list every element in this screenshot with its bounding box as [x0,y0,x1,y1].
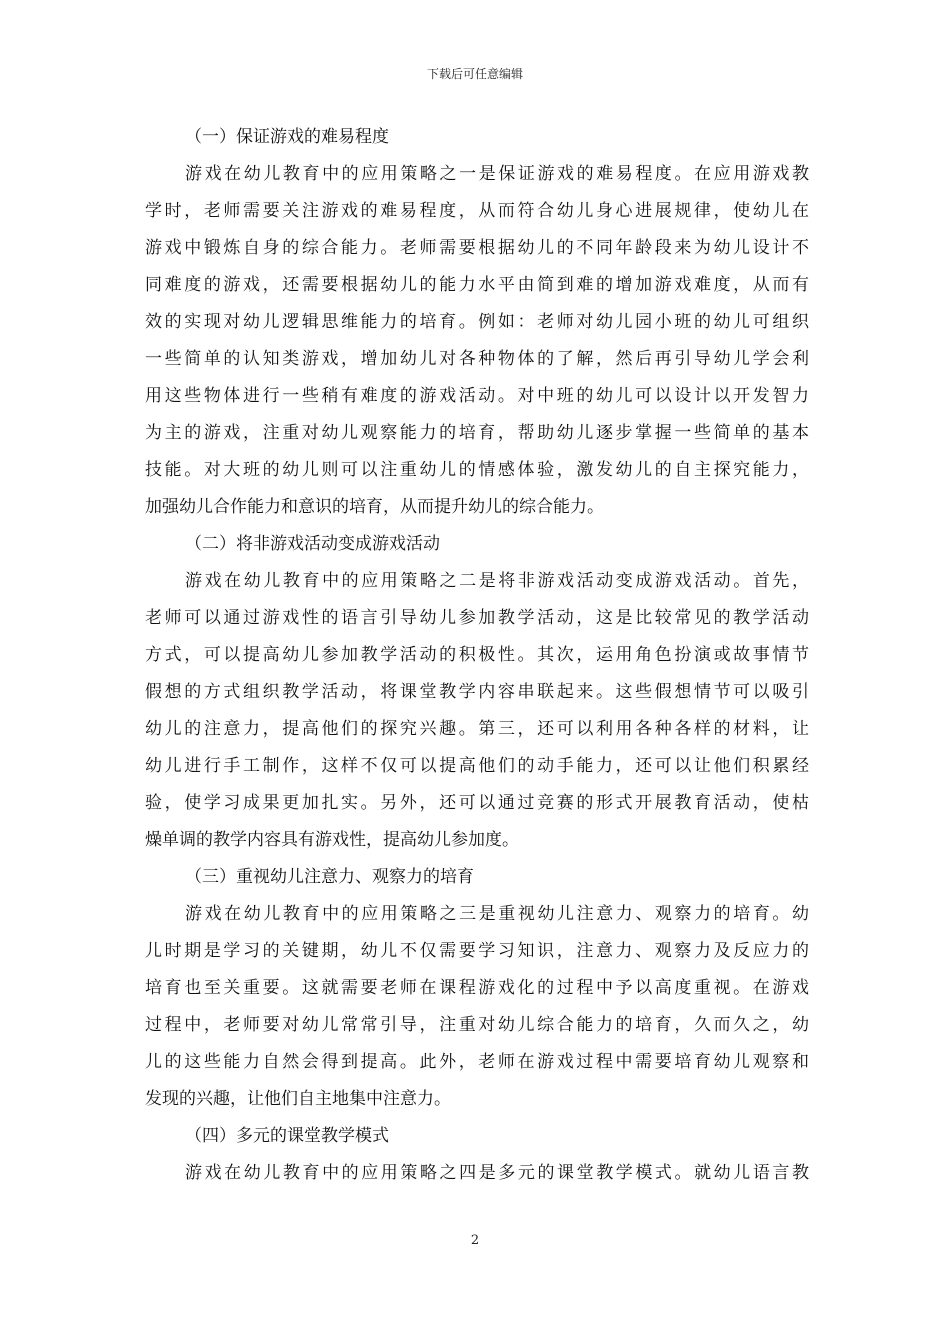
document-body [145,119,809,1192]
section-paragraph-3 [145,896,809,1118]
text-line: 学时，老师需要关注游戏的难易程度，从而符合幼儿身心进展规律，使幼儿在 [145,201,809,221]
text-line: 游戏中锻炼自身的综合能力。老师需要根据幼儿的不同年龄段来为幼儿设计不 [145,238,809,258]
text-line: 同难度的游戏，还需要根据幼儿的能力水平由简到难的增加游戏难度，从而有 [145,275,809,295]
page-header-note: 下载后可任意编辑 [426,67,523,81]
section-paragraph-2 [145,563,809,859]
text-line: 游戏在幼儿教育中的应用策略之三是重视幼儿注意力、观察力的培育。幼 [185,904,809,924]
text-line: 加强幼儿合作能力和意识的培育，从而提升幼儿的综合能力。 [145,497,604,517]
text-line: 游戏在幼儿教育中的应用策略之一是保证游戏的难易程度。在应用游戏教 [185,164,809,184]
text-line: 燥单调的教学内容具有游戏性，提高幼儿参加度。 [145,830,519,850]
text-line: 儿时期是学习的关键期，幼儿不仅需要学习知识，注意力、观察力及反应力的 [145,941,809,961]
text-line: 老师可以通过游戏性的语言引导幼儿参加教学活动，这是比较常见的教学活动 [145,608,809,628]
section-paragraph-1 [145,156,809,526]
text-line: 一些简单的认知类游戏，增加幼儿对各种物体的了解，然后再引导幼儿学会利 [145,349,809,369]
section-heading-4: （四）多元的课堂教学模式 [185,1126,389,1146]
text-line: 验，使学习成果更加扎实。另外，还可以通过竞赛的形式开展教育活动，使枯 [145,793,809,813]
section-heading-2: （二）将非游戏活动变成游戏活动 [185,534,440,554]
text-line: 技能。对大班的幼儿则可以注重幼儿的情感体验，激发幼儿的自主探究能力， [145,460,809,480]
text-line: 幼儿的注意力，提高他们的探究兴趣。第三，还可以利用各种各样的材料，让 [145,719,809,739]
section-heading-1: （一）保证游戏的难易程度 [185,127,389,147]
text-line: 效的实现对幼儿逻辑思维能力的培育。例如：老师对幼儿园小班的幼儿可组织 [145,312,809,332]
text-line: 过程中，老师要对幼儿常常引导，注重对幼儿综合能力的培育，久而久之，幼 [145,1015,809,1035]
text-line: 游戏在幼儿教育中的应用策略之二是将非游戏活动变成游戏活动。首先， [185,571,809,591]
page-number: 2 [470,1233,480,1248]
text-line: 游戏在幼儿教育中的应用策略之四是多元的课堂教学模式。就幼儿语言教 [185,1163,809,1183]
text-line: 发现的兴趣，让他们自主地集中注意力。 [145,1089,451,1109]
text-line: 用这些物体进行一些稍有难度的游戏活动。对中班的幼儿可以设计以开发智力 [145,386,809,406]
text-line: 假想的方式组织教学活动，将课堂教学内容串联起来。这些假想情节可以吸引 [145,682,809,702]
section-heading-3: （三）重视幼儿注意力、观察力的培育 [185,867,474,887]
text-line: 幼儿进行手工制作，这样不仅可以提高他们的动手能力，还可以让他们积累经 [145,756,809,776]
text-line: 培育也至关重要。这就需要老师在课程游戏化的过程中予以高度重视。在游戏 [145,978,809,998]
text-line: 方式，可以提高幼儿参加教学活动的积极性。其次，运用角色扮演或故事情节 [145,645,809,665]
section-paragraph-4 [145,1155,809,1192]
text-line: 为主的游戏，注重对幼儿观察能力的培育，帮助幼儿逐步掌握一些简单的基本 [145,423,809,443]
text-line: 儿的这些能力自然会得到提高。此外，老师在游戏过程中需要培育幼儿观察和 [145,1052,809,1072]
